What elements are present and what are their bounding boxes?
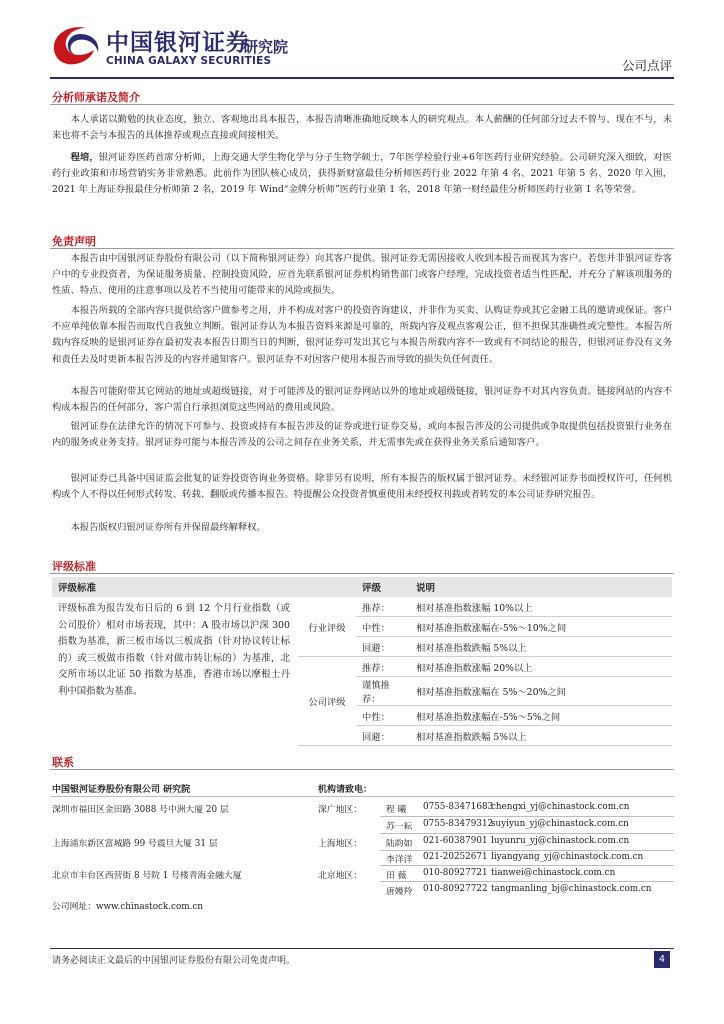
- company-rating-label: 公司评级: [298, 657, 356, 746]
- disclaimer-paragraph: 银河证券在法律允许的情况下可参与、投资或持有本报告涉及的证券或进行证券交易，或向本报告涉及的公司提供或争取提供包括投资银行业务在内的服务或业务支持。银河证券可能与本报告涉及的公司之间存在业务关系，并无需事先或在获得业务关系后通知客户。: [52, 421, 672, 449]
- company-website[interactable]: 公司网址：www.chinastock.com.cn: [52, 902, 203, 912]
- analyst-section-divider: [50, 104, 674, 105]
- contact-phone: 021-20252671: [423, 852, 488, 862]
- rating-explanation: 相对基准指数涨幅在-5%～5%之间: [410, 706, 672, 726]
- address-beijing: 北京市丰台区西营街 8 号院 1 号楼青海金融大厦: [52, 871, 242, 881]
- contact-email[interactable]: tangmanling_bj@chinastock.com.cn: [491, 884, 652, 894]
- page-number: 4: [654, 951, 670, 968]
- rating-section-divider: [50, 573, 674, 574]
- contact-name: 苏一耘: [386, 822, 413, 832]
- rating-standard-description: 评级标准为报告发布日后的 6 到 12 个月行业指数（或公司股价）相对市场表现，其中：A 股市场以沪深 300 指数为基准，新三板市场以三板成指（针对协议转让标的）或三板做市指数（针对做市转让标的）为基准，北交所市场以北证 50 指数为基准，香港市场以摩根士丹利中国指数为基准。: [58, 603, 290, 697]
- rating-table: [52, 577, 672, 746]
- institute-label: 研究院: [243, 38, 289, 56]
- region-beijing: 北京地区：: [318, 871, 362, 881]
- contact-row-divider: [380, 881, 674, 882]
- footer-divider: [50, 948, 674, 949]
- rating-explanation: 相对基准指数涨幅 20%以上: [410, 657, 672, 677]
- disclaimer-paragraph: 银河证券已具备中国证监会批复的证券投资咨询业务资格。除非另有说明，所有本报告的版权属于银河证券。未经银河证券书面授权许可，任何机构或个人不得以任何形式转发、转载、翻版或传播本报告。特提醒公众投资者慎重使用未经授权刊载或者转发的本公司证券研究报告。: [52, 473, 672, 501]
- rating-value: 回避：: [356, 637, 410, 657]
- page-header: [0, 0, 724, 80]
- contact-row-divider: [380, 865, 674, 866]
- header-rating-standard: 评级标准: [52, 577, 298, 597]
- rating-value: 回避：: [356, 726, 410, 746]
- disclaimer-paragraph: 本报告版权归银河证券所有并保留最终解释权。: [70, 522, 266, 533]
- contact-section-title: 联系: [52, 756, 74, 769]
- industry-rating-label: 行业评级: [298, 597, 356, 657]
- contact-email[interactable]: tianwei@chinastock.com.cn: [491, 868, 616, 878]
- region-shenguang: 深广地区：: [318, 805, 362, 815]
- rating-section-title: 评级标准: [52, 560, 96, 573]
- company-name-header: 中国银河证券股份有限公司 研究院: [52, 785, 191, 795]
- analyst-name: 程培，: [70, 152, 99, 163]
- disclaimer-paragraph: 本报告可能附带其它网站的地址或超级链接，对于可能涉及的银河证券网站以外的地址或超级链接，银河证券不对其内容负责。链接网站的内容不构成本报告的任何部分，客户需自行承担浏览这些网站的费用或风险。: [52, 386, 672, 414]
- analyst-bio-paragraph: [52, 150, 672, 199]
- footer-disclaimer-note: 请务必阅读正文最后的中国银河证券股份有限公司免责声明。: [52, 956, 296, 966]
- contact-email[interactable]: luyunru_yj@chinastock.com.cn: [491, 836, 630, 846]
- contact-phone: 010-80927722: [423, 884, 488, 894]
- contact-row-divider: [380, 816, 674, 817]
- contact-name: 唐嫚羚: [386, 887, 413, 897]
- brand-name-cn: 中国银河证券: [106, 30, 250, 56]
- galaxy-logo-icon: [50, 22, 102, 66]
- address-shenzhen: 深圳市福田区金田路 3088 号中洲大厦 20 层: [52, 805, 229, 815]
- contact-email[interactable]: suyiyun_yj@chinastock.com.cn: [491, 819, 629, 829]
- rating-value: 中性：: [356, 706, 410, 726]
- rating-explanation: 相对基准指数涨幅在-5%～10%之间: [410, 617, 672, 637]
- address-shanghai: 上海浦东新区富城路 99 号震旦大厦 31 层: [52, 839, 218, 849]
- rating-value: 中性：: [356, 617, 410, 637]
- report-type-label: 公司点评: [621, 58, 672, 73]
- analyst-commitment-paragraph: 本人承诺以勤勉的执业态度，独立、客观地出具本报告，本报告清晰准确地反映本人的研究观点。本人薪酬的任何部分过去不曾与、现在不与，未来也将不会与本报告的具体推荐或观点直接或间接相关。: [52, 114, 672, 142]
- rating-table-header: [52, 577, 672, 597]
- contact-name: 程 曦: [386, 805, 407, 815]
- disclaimer-paragraph: 本报告所载的全部内容只提供给客户做参考之用，并不构成对客户的投资咨询建议，并非作为买卖、认购证券或其它金融工具的邀请或保证。客户不应单纯依靠本报告而取代自我独立判断。银河证券认为本报告资料来源是可靠的，所载内容及观点客观公正，但不担保其准确性或完整性。本报告所载内容反映的是银河证券在最初发表本报告日期当日的判断，银河证券可发出其它与本报告所载内容不一致或有不同结论的报告，但银河证券没有义务和责任去及时更新本报告涉及的内容并通知客户。银河证券不对因客户使用本报告而导致的损失负任何责任。: [52, 305, 672, 365]
- contact-section-divider: [50, 769, 674, 770]
- contact-row-divider: [380, 850, 674, 851]
- contact-phone: 010-80927721: [423, 868, 488, 878]
- contact-row-divider: [380, 833, 674, 834]
- table-row: [52, 597, 672, 617]
- brand-name-en: CHINA GALAXY SECURITIES: [106, 55, 272, 67]
- analyst-section-title: 分析师承诺及简介: [52, 91, 140, 104]
- contact-phone: 021-60387901: [423, 836, 488, 846]
- rating-explanation: 相对基准指数涨幅在 5%～20%之间: [410, 677, 672, 706]
- region-shanghai: 上海地区：: [318, 839, 362, 849]
- rating-value: 推荐：: [356, 597, 410, 617]
- header-divider: [50, 77, 674, 79]
- contact-header-divider: [50, 796, 674, 797]
- disclaimer-section-divider: [50, 248, 674, 249]
- contact-phone: 0755-83479312: [423, 819, 494, 829]
- rating-value: 谨慎推荐：: [356, 677, 410, 706]
- analyst-bio-text: 银河证券医药首席分析师，上海交通大学生物化学与分子生物学硕士，7年医学检验行业+6年医药行业研究经验。公司研究深入细致，对医药行业政策和市场营销实务非常熟悉。此前作为团队核心成员，获得新财富最佳分析师医药行业 2022 年第 4 名、2021 年第 5 名、2020 年入围，2021 年上海证券报最佳分析师第 2 名，2019 年 Wind“金牌分析师”医药行业第 1 名，2018 年第一财经最佳分析师医药行业第 1 名等荣誉。: [52, 152, 672, 196]
- disclaimer-paragraph: 本报告由中国银河证券股份有限公司（以下简称银河证券）向其客户提供。银河证券无需因接收人收到本报告而视其为客户。若您并非银河证券客户中的专业投资者，为保证服务质量、控制投资风险，应首先联系银河证券机构销售部门或客户经理，完成投资者适当性匹配，并充分了解该项服务的性质、特点、使用的注意事项以及若不当使用可能带来的风险或损失。: [52, 253, 672, 297]
- contact-email[interactable]: liyangyang_yj@chinastock.com.cn: [491, 852, 644, 862]
- contact-email[interactable]: chengxi_yj@chinastock.com.cn: [491, 802, 630, 812]
- rating-explanation: 相对基准指数跌幅 5%以上: [410, 726, 672, 746]
- header-rating: 评级: [356, 577, 410, 597]
- contact-phone: 0755-83471683: [423, 802, 494, 812]
- contact-name: 李洋洋: [386, 855, 413, 865]
- contact-name: 陆韵如: [386, 839, 413, 849]
- header-description: 说明: [410, 577, 672, 597]
- rating-explanation: 相对基准指数涨幅 10%以上: [410, 597, 672, 617]
- sales-contact-header: 机构请致电：: [318, 785, 373, 795]
- header-blank: [298, 577, 356, 597]
- disclaimer-section-title: 免责声明: [52, 235, 96, 248]
- rating-explanation: 相对基准指数跌幅 5%以上: [410, 637, 672, 657]
- rating-value: 推荐：: [356, 657, 410, 677]
- contact-name: 田 薇: [386, 871, 407, 881]
